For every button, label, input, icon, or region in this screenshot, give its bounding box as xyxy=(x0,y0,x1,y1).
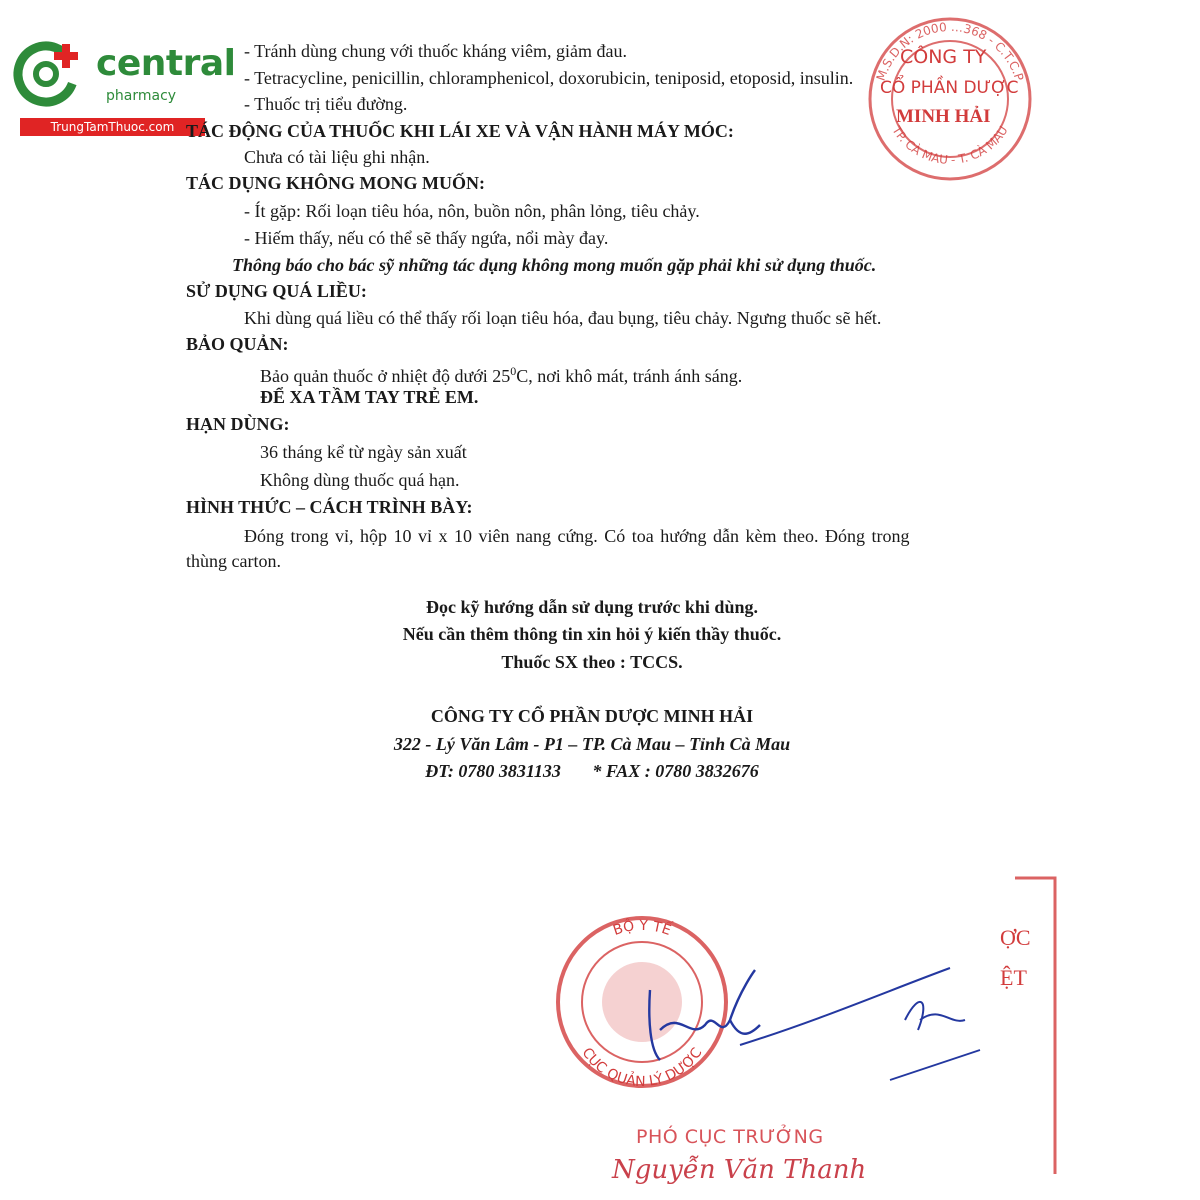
side-effects-notice: Thông báo cho bác sỹ những tác dụng không mong muốn gặp phải khi sử dụng thuốc. xyxy=(232,255,877,275)
interaction-item: - Thuốc trị tiểu đường. xyxy=(244,94,408,114)
company-fax: * FAX : 0780 3832676 xyxy=(592,761,759,781)
expiry-line: Không dùng thuốc quá hạn. xyxy=(260,470,460,490)
section-heading-driving: TÁC ĐỘNG CỦA THUỐC KHI LÁI XE VÀ VẬN HÀNH MÁY MÓC: xyxy=(186,121,734,141)
logo-site-url: TrungTamThuoc.com xyxy=(20,118,205,136)
company-contact xyxy=(0,760,1184,782)
section-heading-expiry: HẠN DÙNG: xyxy=(186,414,290,434)
side-effect-item: - Ít gặp: Rối loạn tiêu hóa, nôn, buồn nôn, phân lỏng, tiêu chảy. xyxy=(244,201,700,221)
section-heading-side-effects: TÁC DỤNG KHÔNG MONG MUỐN: xyxy=(186,173,485,193)
company-address: 322 - Lý Văn Lâm - P1 – TP. Cà Mau – Tỉnh Cà Mau xyxy=(393,734,791,754)
logo-wordmark: central xyxy=(96,43,236,84)
interaction-item: - Tetracycline, penicillin, chloramphenicol, doxorubicin, teniposid, etoposid, insulin. xyxy=(244,68,854,88)
square-stamp-fragment: ỢC xyxy=(1000,925,1031,950)
overdose-text: Khi dùng quá liều có thể thấy rối loạn tiêu hóa, đau bụng, tiêu chảy. Ngưng thuốc sẽ hết. xyxy=(244,308,882,328)
side-effect-item: - Hiếm thấy, nếu có thể sẽ thấy ngứa, nổi mày đay. xyxy=(244,228,609,248)
company-name: CÔNG TY CỔ PHẦN DƯỢC MINH HẢI xyxy=(430,706,754,726)
square-stamp-fragment: ỆT xyxy=(1000,965,1027,990)
closing-line: Thuốc SX theo : TCCS. xyxy=(501,652,683,672)
driving-text: Chưa có tài liệu ghi nhận. xyxy=(244,147,430,167)
section-heading-storage: BẢO QUẢN: xyxy=(186,334,289,354)
children-warning: ĐỂ XA TẦM TAY TRẺ EM. xyxy=(260,387,479,407)
company-stamp-ring xyxy=(860,14,1040,184)
storage-text: Bảo quản thuốc ở nhiệt độ dưới $25^0C$, nơi khô mát, tránh ánh sáng. xyxy=(260,364,743,386)
logo-subtitle: pharmacy xyxy=(106,88,177,104)
pharmacy-cross-icon xyxy=(10,36,90,116)
packaging-text-cont: thùng carton. xyxy=(186,551,281,571)
interaction-item: - Tránh dùng chung với thuốc kháng viêm, giảm đau. xyxy=(244,41,627,61)
closing-line: Đọc kỹ hướng dẫn sử dụng trước khi dùng. xyxy=(426,597,758,617)
section-heading-packaging: HÌNH THỨC – CÁCH TRÌNH BÀY: xyxy=(186,497,473,517)
packaging-text: Đóng trong vỉ, hộp 10 vỉ x 10 viên nang cứng. Có toa hướng dẫn kèm theo. Đóng trong xyxy=(244,526,910,546)
company-phone: ĐT: 0780 3831133 xyxy=(425,761,561,781)
company-stamp-line3: MINH HẢI xyxy=(896,106,991,127)
expiry-line: 36 tháng kể từ ngày sản xuất xyxy=(260,442,467,462)
approval-stamp-ring-top: BỘ Y TẾ xyxy=(611,917,673,939)
company-stamp-ring-bottom: TP. CÀ MAU - T. CÀ MAU xyxy=(889,123,1011,167)
signer-name: Nguyễn Văn Thanh xyxy=(612,1155,867,1185)
signer-title: PHÓ CỤC TRƯỞNG xyxy=(636,1126,824,1148)
signature-stroke xyxy=(620,950,1020,1090)
company-stamp-line1: CÔNG TY xyxy=(900,46,987,68)
closing-line: Nếu cần thêm thông tin xin hỏi ý kiến thầy thuốc. xyxy=(402,624,782,644)
company-stamp-ring-top: M.S.D.N: 2000 …368 - C.T.C.P xyxy=(873,19,1027,83)
company-stamp-line2: CỔ PHẦN DƯỢC xyxy=(880,78,1019,98)
approval-stamp-ring-bottom: CỤC QUẢN LÝ DƯỢC xyxy=(578,1045,706,1091)
section-heading-overdose: SỬ DỤNG QUÁ LIỀU: xyxy=(186,281,367,301)
svg-text:TP. CÀ MAU - T. CÀ MAU xyxy=(889,123,1011,167)
degree-superscript: 0 xyxy=(510,364,517,378)
